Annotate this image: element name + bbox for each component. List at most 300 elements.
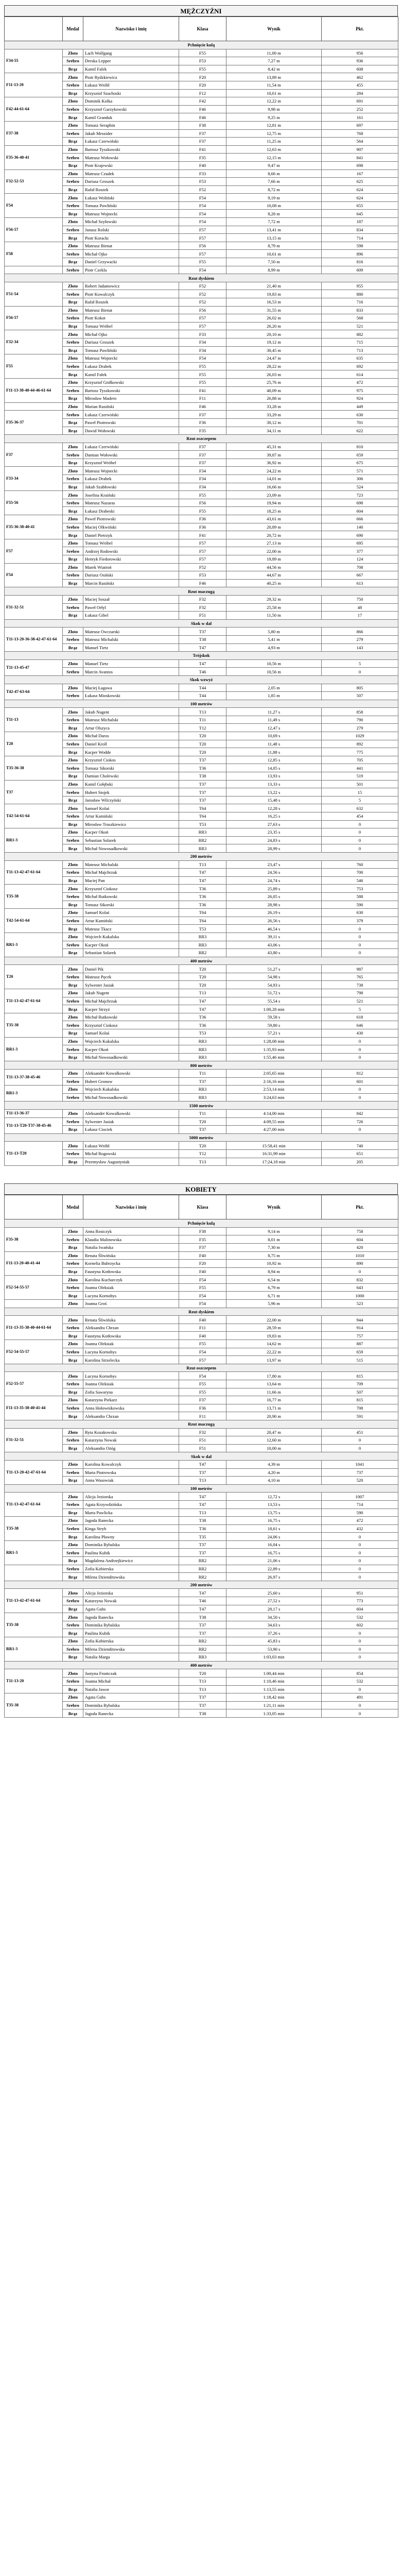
points: 590 xyxy=(322,901,398,909)
result: 9,14 m xyxy=(226,1227,322,1235)
athlete-name: Krzysztof Wróbel xyxy=(83,459,179,467)
points: 377 xyxy=(322,547,398,555)
result: 24,56 s xyxy=(226,869,322,877)
result-row xyxy=(5,973,398,981)
medal: Brąz xyxy=(63,1243,83,1251)
points: 519 xyxy=(322,772,398,781)
result-row xyxy=(5,531,398,539)
result: 11,25 m xyxy=(226,138,322,146)
result-row xyxy=(5,1653,398,1662)
class: T11 xyxy=(179,1070,226,1078)
event-class-code: T11-13 xyxy=(5,708,63,732)
result-row xyxy=(5,1565,398,1573)
medal: Złoto xyxy=(63,708,83,716)
athlete-name: Mateusz Michalski xyxy=(83,716,179,724)
points: 812 xyxy=(322,1070,398,1078)
points: 643 xyxy=(322,1283,398,1292)
medal: Brąz xyxy=(63,322,83,330)
athlete-name: Michał Ojko xyxy=(83,330,179,338)
result: 30,45 m xyxy=(226,346,322,354)
points: 252 xyxy=(322,105,398,113)
class: F37 xyxy=(179,138,226,146)
discipline-header-row xyxy=(5,1581,398,1589)
result-row xyxy=(5,844,398,853)
medal: Srebro xyxy=(63,917,83,925)
result-row xyxy=(5,1629,398,1637)
class: F46 xyxy=(179,105,226,113)
medal: Złoto xyxy=(63,1540,83,1549)
medal: Brąz xyxy=(63,65,83,73)
athlete-name: Andrzej Rodowski xyxy=(83,547,179,555)
discipline-title: Skok wzwyż xyxy=(5,675,398,684)
result: 12,81 m xyxy=(226,121,322,129)
points: 124 xyxy=(322,555,398,564)
event-class-code: F55 xyxy=(5,354,63,379)
class: F46 xyxy=(179,579,226,587)
result-row xyxy=(5,161,398,170)
points: 833 xyxy=(322,306,398,314)
athlete-name: Wojciech Kukalska xyxy=(83,933,179,941)
col-points: Pkt. xyxy=(322,1195,398,1219)
event-class-code: F51-54 xyxy=(5,282,63,306)
athlete-name: Jakub Nugent xyxy=(83,708,179,716)
result-row xyxy=(5,1332,398,1340)
athlete-name: Manuel Tietz xyxy=(83,643,179,652)
result: 14,62 m xyxy=(226,1340,322,1348)
col-name: Nazwisko i imię xyxy=(83,1195,179,1219)
result-row xyxy=(5,258,398,266)
class: F20 xyxy=(179,1260,226,1268)
result-row xyxy=(5,1597,398,1605)
medal: Złoto xyxy=(63,1517,83,1525)
result-row xyxy=(5,740,398,748)
discipline-title: Pchnięcie kulą xyxy=(5,41,398,49)
points: 622 xyxy=(322,427,398,435)
athlete-name: Agata Gubs xyxy=(83,1693,179,1702)
athlete-name: Milena Dzienditowska xyxy=(83,1645,179,1653)
result: 17:24,18 min xyxy=(226,1158,322,1166)
class: RR2 xyxy=(179,1573,226,1581)
athlete-name: Anna Rosiczyk xyxy=(83,1227,179,1235)
medal: Złoto xyxy=(63,330,83,338)
points: 832 xyxy=(322,1276,398,1284)
athlete-name: Kacper Okoń xyxy=(83,1045,179,1054)
result-row xyxy=(5,635,398,643)
result: 27,52 s xyxy=(226,1597,322,1605)
class: F54 xyxy=(179,266,226,274)
event-class-code: T11-13-20-36-38-42-47-61-64 xyxy=(5,628,63,652)
athlete-name: Karolina Strzelecka xyxy=(83,1356,179,1364)
result: 1:00,44 min xyxy=(226,1669,322,1677)
points: 757 xyxy=(322,1332,398,1340)
discipline-title: Rzut dyskiem xyxy=(5,274,398,282)
athlete-name: Kamil Fałek xyxy=(83,370,179,379)
athlete-name: Alicja Jeziorska xyxy=(83,1589,179,1597)
medal: Srebro xyxy=(63,1597,83,1605)
event-class-code: F31-32-51 xyxy=(5,595,63,619)
athlete-name: Daniel Kroll xyxy=(83,740,179,748)
result-row xyxy=(5,113,398,122)
medal: Brąz xyxy=(63,531,83,539)
medal: Srebro xyxy=(63,266,83,274)
result: 1:21,11 min xyxy=(226,1701,322,1709)
result-row xyxy=(5,1380,398,1388)
points: 775 xyxy=(322,748,398,756)
result: 22,89 s xyxy=(226,1565,322,1573)
medal: Srebro xyxy=(63,1645,83,1653)
result: 34,50 s xyxy=(226,1613,322,1621)
result-row xyxy=(5,1613,398,1621)
points: 449 xyxy=(322,402,398,411)
result: 13,97 m xyxy=(226,1356,322,1364)
result: 3:24,63 min xyxy=(226,1093,322,1101)
result: 30,12 m xyxy=(226,418,322,427)
medal: Srebro xyxy=(63,105,83,113)
points: 956 xyxy=(322,49,398,57)
points: 598 xyxy=(322,242,398,250)
result: 28,99 s xyxy=(226,844,322,853)
class: T20 xyxy=(179,981,226,989)
event-class-code: F52-54-55-57 xyxy=(5,1340,63,1364)
class: T11 xyxy=(179,1109,226,1117)
athlete-name: Mirosław Madern xyxy=(83,395,179,403)
medal: Srebro xyxy=(63,1549,83,1557)
medal: Brąz xyxy=(63,507,83,515)
women-results-body xyxy=(5,1219,398,1718)
medal: Brąz xyxy=(63,1126,83,1134)
class: F20 xyxy=(179,73,226,81)
result: 55,54 s xyxy=(226,997,322,1005)
points: 1010 xyxy=(322,1251,398,1260)
result-row xyxy=(5,1126,398,1134)
result-row xyxy=(5,1645,398,1653)
athlete-name: Alicja Jeziorska xyxy=(83,1493,179,1501)
athlete-name: Daniel Pik xyxy=(83,965,179,973)
result: 1,85 m xyxy=(226,692,322,700)
points: 675 xyxy=(322,459,398,467)
result: 18,61 s xyxy=(226,1524,322,1533)
result: 21,06 s xyxy=(226,1557,322,1565)
points: 708 xyxy=(322,1404,398,1412)
points: 858 xyxy=(322,708,398,716)
result-row xyxy=(5,1460,398,1468)
event-class-code: T11-13-37-38-45-46 xyxy=(5,1070,63,1086)
result-row xyxy=(5,1093,398,1101)
result-row xyxy=(5,836,398,844)
class: F12 xyxy=(179,89,226,97)
result: 4,10 m xyxy=(226,1477,322,1485)
medal: Srebro xyxy=(63,1677,83,1685)
athlete-name: Paulina Kubik xyxy=(83,1629,179,1637)
medal: Srebro xyxy=(63,1380,83,1388)
class: F57 xyxy=(179,555,226,564)
result-row xyxy=(5,250,398,258)
medal: Brąz xyxy=(63,113,83,122)
points: 0 xyxy=(322,1086,398,1094)
points: 279 xyxy=(322,635,398,643)
points: 887 xyxy=(322,1340,398,1348)
athlete-name: Agata Krzywdzińska xyxy=(83,1500,179,1509)
athlete-name: Michał Ojko xyxy=(83,250,179,258)
points: 0 xyxy=(322,933,398,941)
result-row xyxy=(5,418,398,427)
result: 10,08 m xyxy=(226,201,322,210)
class: T36 xyxy=(179,1013,226,1021)
athlete-name: Jarosław Wilczyński xyxy=(83,796,179,804)
result-row xyxy=(5,981,398,989)
medal: Srebro xyxy=(63,1436,83,1445)
class: RR3 xyxy=(179,1086,226,1094)
result: 18,25 m xyxy=(226,507,322,515)
result: 1:03,03 min xyxy=(226,1653,322,1662)
class: RR3 xyxy=(179,1093,226,1101)
result: 6,54 m xyxy=(226,1276,322,1284)
athlete-name: Mateusz Wojnecki xyxy=(83,354,179,363)
result: 8,75 m xyxy=(226,1251,322,1260)
medal: Srebro xyxy=(63,635,83,643)
points: 645 xyxy=(322,210,398,218)
medal: Złoto xyxy=(63,1086,83,1094)
result-row xyxy=(5,796,398,804)
result: 26,02 m xyxy=(226,314,322,323)
athlete-name: Mateusz Wojnecki xyxy=(83,210,179,218)
athlete-name: Paulina Kubik xyxy=(83,1549,179,1557)
discipline-title: 100 metrów xyxy=(5,1484,398,1493)
medal: Złoto xyxy=(63,170,83,178)
class: F57 xyxy=(179,226,226,234)
result-row xyxy=(5,892,398,901)
result-row xyxy=(5,555,398,564)
class: T20 xyxy=(179,973,226,981)
athlete-name: Sylwester Jasiak xyxy=(83,981,179,989)
result-row xyxy=(5,869,398,877)
col-points: Pkt. xyxy=(322,17,398,41)
athlete-name: Piotr Kowalczyk xyxy=(83,290,179,298)
result-row xyxy=(5,129,398,138)
points: 0 xyxy=(322,1037,398,1045)
athlete-name: Dominika Rybalska xyxy=(83,1540,179,1549)
result: 57,21 s xyxy=(226,1029,322,1038)
class: F40 xyxy=(179,1267,226,1276)
result-row xyxy=(5,1493,398,1501)
result-row xyxy=(5,1348,398,1356)
result-row xyxy=(5,628,398,636)
medal: Srebro xyxy=(63,499,83,507)
result-row xyxy=(5,820,398,828)
discipline-title: 5000 metrów xyxy=(5,1133,398,1142)
result: 5,80 m xyxy=(226,628,322,636)
result: 11,50 m xyxy=(226,612,322,620)
athlete-name: Agata Guhs xyxy=(83,1605,179,1613)
athlete-name: Aleksandra Chrzan xyxy=(83,1412,179,1420)
points: 521 xyxy=(322,322,398,330)
result: 10,61 m xyxy=(226,89,322,97)
points: 0 xyxy=(322,941,398,949)
result: 1:33,05 min xyxy=(226,1709,322,1718)
result: 26,56 s xyxy=(226,917,322,925)
medal: Srebro xyxy=(63,1348,83,1356)
result-row xyxy=(5,860,398,869)
points: 0 xyxy=(322,1701,398,1709)
athlete-name: Michał Rutkowski xyxy=(83,892,179,901)
points: 0 xyxy=(322,1645,398,1653)
discipline-header-row xyxy=(5,675,398,684)
medal: Złoto xyxy=(63,1300,83,1308)
points: 882 xyxy=(322,330,398,338)
athlete-name: Mateusz Michalski xyxy=(83,635,179,643)
points: 842 xyxy=(322,1109,398,1117)
points: 0 xyxy=(322,1267,398,1276)
result: 6,79 m xyxy=(226,1283,322,1292)
points: 279 xyxy=(322,724,398,732)
result-row xyxy=(5,1517,398,1525)
result: 8,42 m xyxy=(226,65,322,73)
medal: Brąz xyxy=(63,612,83,620)
points: 564 xyxy=(322,138,398,146)
points: 708 xyxy=(322,563,398,571)
result: 27,63 s xyxy=(226,820,322,828)
class: F55 xyxy=(179,378,226,386)
athlete-name: Krzysztof Ciokosz xyxy=(83,885,179,893)
result-row xyxy=(5,1053,398,1061)
class: F34 xyxy=(179,338,226,346)
result: 26,97 s xyxy=(226,1573,322,1581)
athlete-name: Tomasz Pawliński xyxy=(83,346,179,354)
result-row xyxy=(5,427,398,435)
class: F20 xyxy=(179,81,226,89)
class: F37 xyxy=(179,1396,226,1404)
athlete-name: Marcin Avantos xyxy=(83,668,179,676)
result-row xyxy=(5,178,398,186)
medal: Brąz xyxy=(63,459,83,467)
result: 12,72 s xyxy=(226,1493,322,1501)
class: F51 xyxy=(179,612,226,620)
result-row xyxy=(5,170,398,178)
points: 0 xyxy=(322,1629,398,1637)
athlete-name: Jagoda Ranecka xyxy=(83,1613,179,1621)
result-row xyxy=(5,1589,398,1597)
points: 841 xyxy=(322,154,398,162)
athlete-name: Katarzyna Nowak xyxy=(83,1597,179,1605)
result-row xyxy=(5,226,398,234)
points: 659 xyxy=(322,451,398,459)
discipline-title: 400 metrów xyxy=(5,1661,398,1669)
points: 306 xyxy=(322,475,398,483)
class: F55 xyxy=(179,65,226,73)
class: F34 xyxy=(179,346,226,354)
points: 975 xyxy=(322,386,398,395)
athlete-name: Milena Dzienditowska xyxy=(83,1573,179,1581)
event-class-code: T11-13-T20 xyxy=(5,1142,63,1166)
result-row xyxy=(5,57,398,65)
medal: Brąz xyxy=(63,724,83,732)
points: 0 xyxy=(322,1093,398,1101)
result: 28,17 s xyxy=(226,1605,322,1613)
points: 0 xyxy=(322,1045,398,1054)
class: F41 xyxy=(179,145,226,154)
result-row xyxy=(5,917,398,925)
result-row xyxy=(5,1260,398,1268)
points: 0 xyxy=(322,1549,398,1557)
athlete-name: Michał Nowosadkowski xyxy=(83,1093,179,1101)
class: F37 xyxy=(179,459,226,467)
points: 635 xyxy=(322,354,398,363)
event-class-code: F11-13-20-40-41-44 xyxy=(5,1251,63,1276)
athlete-name: Piotr Krajewski xyxy=(83,161,179,170)
result-row xyxy=(5,234,398,242)
athlete-name: Michał Nowosadkowski xyxy=(83,844,179,853)
athlete-name: Josefina Kraiński xyxy=(83,491,179,499)
medal: Srebro xyxy=(63,226,83,234)
class: F41 xyxy=(179,386,226,395)
athlete-name: Samuel Kolaś xyxy=(83,1029,179,1038)
medal: Brąz xyxy=(63,418,83,427)
class: RR2 xyxy=(179,1637,226,1646)
discipline-title: Pchnięcie kulą xyxy=(5,1219,398,1228)
medal: Złoto xyxy=(63,354,83,363)
result-row xyxy=(5,322,398,330)
result-row xyxy=(5,1693,398,1702)
class: T47 xyxy=(179,659,226,668)
class: T47 xyxy=(179,876,226,885)
result: 2:16,16 min xyxy=(226,1077,322,1086)
medal: Brąz xyxy=(63,901,83,909)
result-row xyxy=(5,716,398,724)
discipline-header-row xyxy=(5,852,398,860)
result: 51,27 s xyxy=(226,965,322,973)
class: T13 xyxy=(179,860,226,869)
points: 507 xyxy=(322,692,398,700)
points: 588 xyxy=(322,892,398,901)
medal: Brąz xyxy=(63,1709,83,1718)
result-row xyxy=(5,997,398,1005)
class: T37 xyxy=(179,1629,226,1637)
result: 2:05,65 min xyxy=(226,1070,322,1078)
medal: Srebro xyxy=(63,836,83,844)
class: T20 xyxy=(179,732,226,740)
result: 54,98 s xyxy=(226,973,322,981)
event-class-code: F56-57 xyxy=(5,218,63,242)
points: 451 xyxy=(322,1428,398,1436)
result-row xyxy=(5,1524,398,1533)
result: 23,35 s xyxy=(226,828,322,837)
event-class-code: T11-13-20 xyxy=(5,1669,63,1693)
result: 36,92 m xyxy=(226,459,322,467)
points: 1007 xyxy=(322,1493,398,1501)
medal: Złoto xyxy=(63,1693,83,1702)
result-row xyxy=(5,1045,398,1054)
class: T53 xyxy=(179,925,226,933)
class: F32 xyxy=(179,595,226,603)
event-class-code: T11-13-36-37 xyxy=(5,1109,63,1117)
medal: Srebro xyxy=(63,1077,83,1086)
athlete-name: Katarzyna Piekarz xyxy=(83,1396,179,1404)
class: F57 xyxy=(179,539,226,547)
result: 54,93 s xyxy=(226,981,322,989)
result-row xyxy=(5,909,398,917)
medal: Złoto xyxy=(63,306,83,314)
result: 45,31 m xyxy=(226,443,322,451)
points: 462 xyxy=(322,73,398,81)
athlete-name: Michał Nowosadkowski xyxy=(83,1053,179,1061)
result-row xyxy=(5,1701,398,1709)
result-row xyxy=(5,563,398,571)
class: F36 xyxy=(179,515,226,523)
class: T13 xyxy=(179,1158,226,1166)
medal: Brąz xyxy=(63,1388,83,1396)
men-section xyxy=(4,5,398,1166)
result: 51,72 s xyxy=(226,989,322,997)
